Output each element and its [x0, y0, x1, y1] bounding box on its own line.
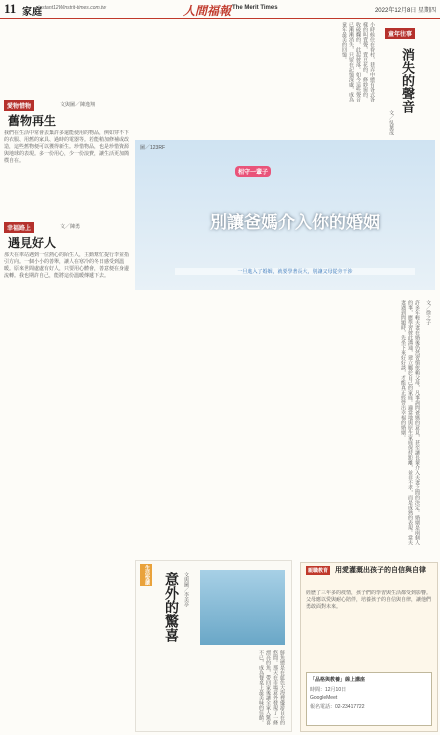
event-info-box	[306, 672, 432, 726]
balloon-label: 相守一輩子	[235, 166, 271, 177]
column-body: 經歷了三年多的疫情，孩子們的學習與生活都受到影響。父母應以愛與耐心陪伴，培養孩子的自信與自律，讓他們勇敢面對未來。	[306, 590, 431, 610]
column-tag: 幸福路上	[4, 222, 34, 233]
event-title: 「品格與教養」線上講座	[310, 677, 366, 683]
photo-credit: 圖／123RF	[140, 145, 166, 151]
column-body: 那天在車站遇到一位熱心的陌生人，主動幫忙提行李並指引方向。一個小小的善舉，讓人在寒冷的冬日感受到溫暖。原來世間處處有好人，只要用心體會，善意便在身邊流轉。我也期許自己，能將這份溫暖傳遞下去。	[4, 252, 129, 279]
column-title: 用愛灌溉出孩子的自信與自律	[335, 566, 426, 574]
feature-body: 許多年輕夫妻在婚後仍然習慣依賴父母，凡事詢問爸媽的意見，甚至讓長輩介入夫妻之間的決定。婚姻是兩個人的事，應學習彼此溝通，建立屬於自己的家庭。適當地與原生家庭保持距離，並非不孝，而是成熟的表現。當夫妻遇到問題時，先坐下來好好談，才能真正經營出幸福的婚姻。	[400, 300, 420, 545]
column-tag: 童年往事	[385, 28, 415, 39]
website: Instant12Winstrit-times.com.tw	[38, 5, 107, 11]
newspaper-logo-en: The Merit Times	[232, 5, 278, 11]
column-author: 文／陳勇	[60, 224, 81, 230]
feature-title: 別讓爸媽介入你的婚姻	[210, 213, 380, 232]
feature-subtitle: 一旦進入了婚姻，就要學著長大，別讓父母從旁干涉	[175, 268, 415, 275]
column-author: 文與圖／李美亭	[183, 572, 189, 607]
column-tag: 親職教育	[308, 568, 329, 574]
column-body: 我們在生活中常會丟棄許多還能使用的物品，例如穿不下的衣服、用舊的家具、過時的電器等。若能稍加修補或改造，這些舊物便可以獲得新生。珍惜物品，也是珍惜資源與地球的表現。多一份用心，少一份浪費，讓生活更加簡樸自在。	[4, 130, 129, 164]
story-body: 小時候住在眷村，巷弄中總有各式各樣的叫賣聲，賣豆花的、修紗窗的、收破爛的，此起彼落。如今這些聲音已漸漸消失，只留在記憶深處，成為童年最美的回憶。	[341, 22, 375, 102]
column-tag: 愛物惜物	[4, 100, 34, 111]
issue-date: 2022年12月8日 星期四	[374, 8, 436, 14]
newspaper-logo: 人間福報	[183, 4, 232, 18]
column-label: 生活悅讀	[140, 564, 152, 586]
column-title: 意外的驚喜	[163, 572, 178, 642]
column-title: 消失的聲音	[400, 48, 415, 113]
column-title: 遇見好人	[8, 236, 57, 250]
page-number: 11	[4, 1, 17, 16]
event-platform: GoogleMeet	[310, 695, 338, 701]
event-phone: 報名電話：02-23417722	[310, 704, 365, 710]
column-body: 鮮魚總是在藍色大海裡優游自在的悠閒。那天在市場意外發現了一條漂亮的魚，帶回家後讓全家人驚喜不已，成為餐桌上最美味的佳餚。	[258, 650, 285, 725]
column-author: 文與圖／陳逸翔	[60, 102, 96, 108]
fish-photo	[200, 570, 285, 645]
column-title: 舊物再生	[8, 114, 57, 128]
column-author: 文／吳葉茂	[388, 110, 394, 135]
section-name: 家庭	[22, 7, 42, 18]
feature-author: 文／徐之子	[425, 300, 431, 325]
event-time: 時間：12月10日	[310, 687, 347, 693]
